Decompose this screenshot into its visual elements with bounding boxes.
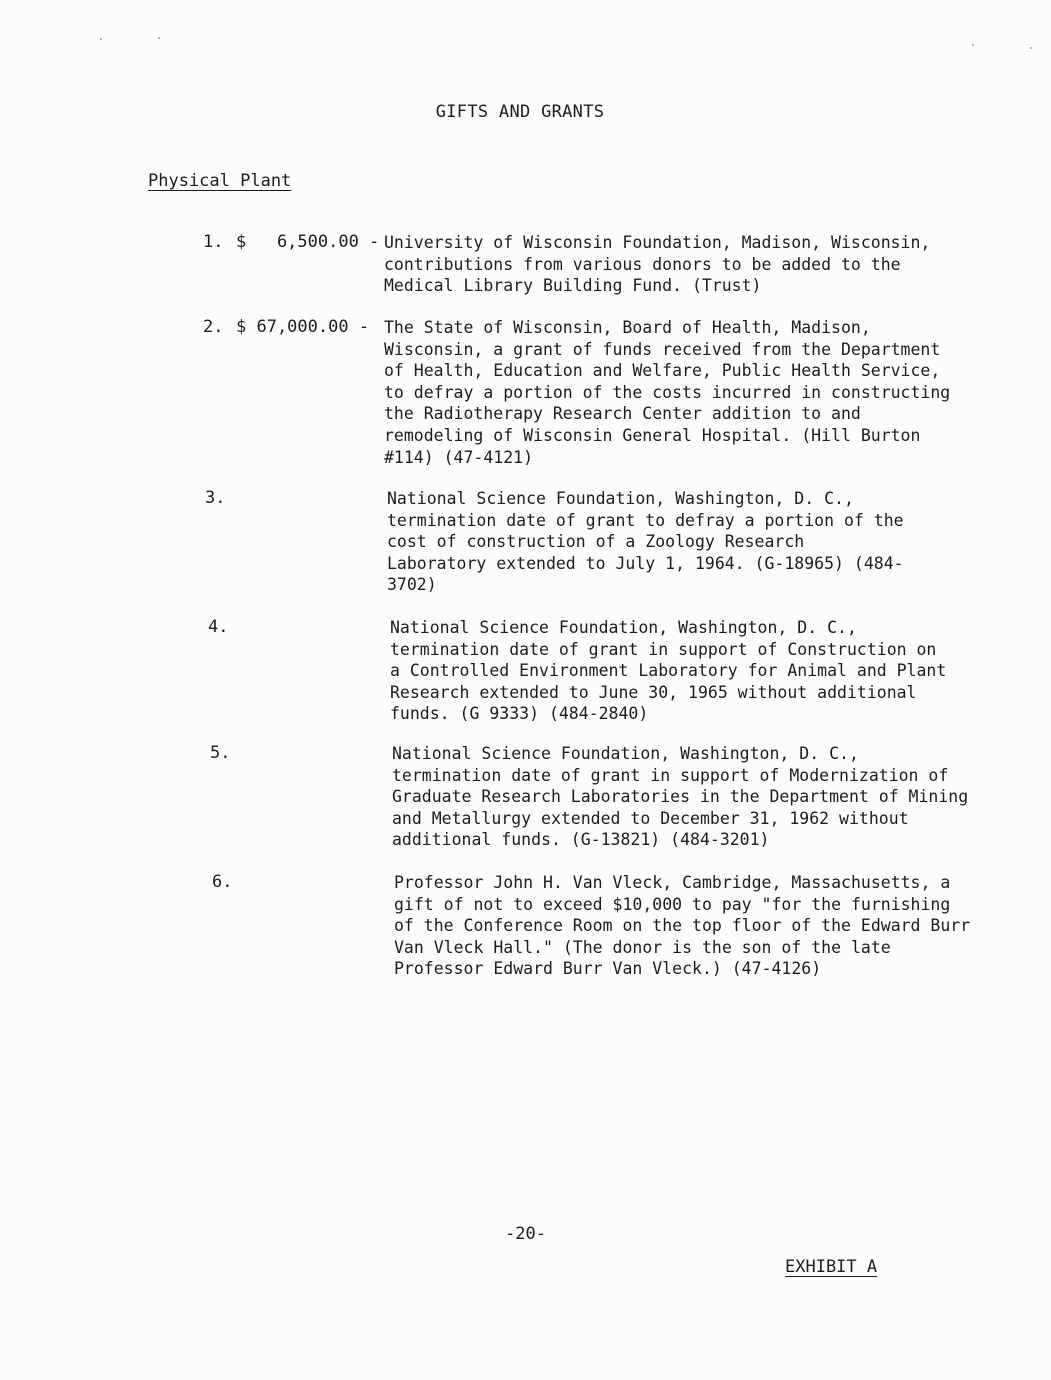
entry-number: 6.: [212, 872, 233, 892]
entry-amount: $ 67,000.00 -: [236, 317, 370, 337]
entry-amount: $ 6,500.00 -: [236, 232, 380, 252]
entry-text: University of Wisconsin Foundation, Madison, Wisconsin, contributions from various donors to be added to the Medical Library Building Fund. (Trust): [384, 233, 931, 296]
scan-speck: [158, 37, 160, 39]
page-number: -20-: [505, 1224, 546, 1244]
entry-number: 3.: [205, 488, 226, 508]
entry-number: 4.: [208, 617, 229, 637]
scan-speck: [972, 44, 974, 46]
entry-number: 5.: [210, 743, 231, 763]
section-heading: Physical Plant: [148, 171, 292, 191]
entry-number: 1.: [203, 232, 224, 252]
entry-text: Professor John H. Van Vleck, Cambridge, Massachusetts, a gift of not to exceed $10,000 to pay "for the furnishing of the Conference Room on the top floor of the Edward Burr Van Vleck Hall." (The donor is the son of the late Professor Edward Burr Van Vleck.) (47-4126): [394, 873, 971, 979]
entry-text: The State of Wisconsin, Board of Health, Madison, Wisconsin, a grant of funds received from the Department of Health, Education and Welfare, Public Health Service, to defray a portion of the costs incurred in constructing the Radiotherapy Research Center addition to and remodeling of Wisconsin General Hospital. (Hill Burton #114) (47-4121): [384, 318, 951, 467]
exhibit-label: EXHIBIT A: [785, 1257, 878, 1277]
scan-speck: [100, 38, 102, 40]
entry-text: National Science Foundation, Washington, D. C., termination date of grant in support of Modernization of Graduate Research Laboratories in the Department of Mining and Metallurgy extended to December 31, 1962 without additional funds. (G-13821) (484-3201): [392, 744, 969, 850]
scan-speck: [1030, 47, 1032, 49]
page-title: GIFTS AND GRANTS: [435, 102, 605, 122]
entry-text: National Science Foundation, Washington, D. C., termination date of grant in support of Construction on a Controlled Environment Laboratory for Animal and Plant Research extended to June 30, 1965 without additional funds. (G 9333) (484-2840): [390, 618, 947, 724]
entry-text: National Science Foundation, Washington, D. C., termination date of grant to defray a portion of the cost of construction of a Zoology Research Laboratory extended to July 1, 1964. (G-18965) (484-3702): [387, 489, 904, 595]
entry-number: 2.: [203, 317, 224, 337]
